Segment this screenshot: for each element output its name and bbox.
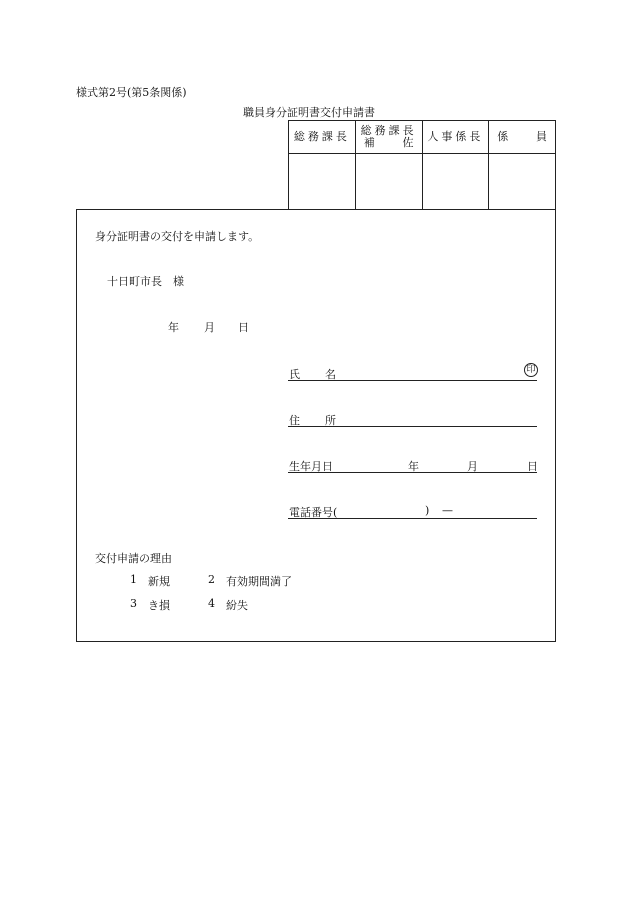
birth-year-label: 年 bbox=[408, 460, 419, 473]
approval-header-general-affairs-chief: 総務課長 bbox=[289, 121, 356, 154]
date-month-label: 月 bbox=[204, 321, 215, 334]
stamp-box-staff[interactable] bbox=[489, 154, 556, 210]
reason-option-lost[interactable]: 紛失 bbox=[226, 599, 248, 612]
reason-number: 2 bbox=[208, 573, 215, 586]
name-label-2: 名 bbox=[325, 368, 336, 381]
date-year-label: 年 bbox=[168, 321, 179, 334]
birthdate-label: 生年月日 bbox=[289, 460, 333, 473]
date-day-label: 日 bbox=[238, 321, 249, 334]
reason-number: 3 bbox=[130, 597, 137, 610]
stamp-box-assistant-chief[interactable] bbox=[355, 154, 422, 210]
reason-number: 4 bbox=[208, 597, 215, 610]
name-label-1: 氏 bbox=[289, 368, 300, 381]
stamp-box-general-affairs-chief[interactable] bbox=[289, 154, 356, 210]
approval-header-personnel-chief: 人事係長 bbox=[422, 121, 489, 154]
phone-label: 電話番号( bbox=[289, 506, 338, 519]
approval-header-assistant-chief: 総務課長 補 佐 bbox=[355, 121, 422, 154]
phone-dash: — bbox=[442, 504, 453, 517]
reason-title: 交付申請の理由 bbox=[95, 552, 172, 565]
form-number: 様式第2号(第5条関係) bbox=[76, 86, 187, 99]
request-text: 身分証明書の交付を申請します。 bbox=[95, 230, 260, 243]
birth-month-label: 月 bbox=[467, 460, 478, 473]
reason-option-expired[interactable]: 有効期間満了 bbox=[226, 575, 292, 588]
reason-number: 1 bbox=[130, 573, 137, 586]
approval-stamp-table bbox=[288, 120, 556, 210]
birth-day-label: 日 bbox=[527, 460, 538, 473]
address-label-2: 所 bbox=[325, 414, 336, 427]
address-label-1: 住 bbox=[289, 414, 300, 427]
reason-option-damaged[interactable]: き損 bbox=[148, 599, 170, 612]
stamp-box-personnel-chief[interactable] bbox=[422, 154, 489, 210]
reason-option-new[interactable]: 新規 bbox=[148, 575, 170, 588]
seal-icon: 印 bbox=[524, 363, 538, 377]
addressee: 十日町市長 様 bbox=[107, 275, 184, 288]
phone-paren-close: ) bbox=[425, 504, 430, 517]
approval-header-staff: 係 員 bbox=[489, 121, 556, 154]
document-title: 職員身分証明書交付申請書 bbox=[243, 106, 375, 119]
